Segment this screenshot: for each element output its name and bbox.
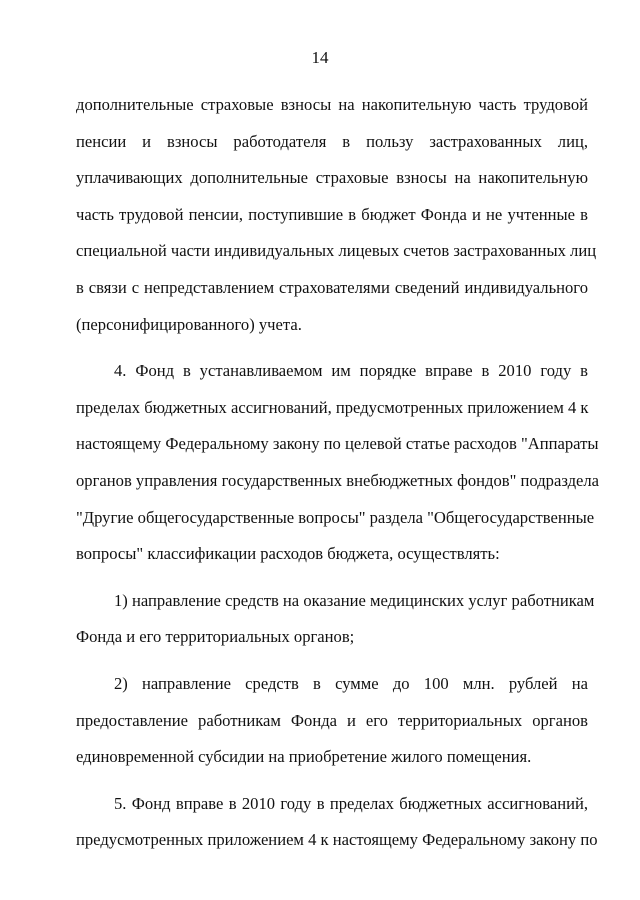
text-line: Фонда и его территориальных органов; (76, 627, 355, 647)
paragraph-5 (76, 786, 598, 859)
text-line: настоящему Федеральному закону по целевой статье расходов "Аппараты (76, 434, 599, 454)
text-line: 2) направление средств в сумме до 100 млн. рублей на (114, 673, 588, 693)
text-line: 5. Фонд вправе в 2010 году в пределах бюджетных ассигнований, (114, 793, 588, 813)
text-line: 1) направление средств на оказание медицинских услуг работникам (114, 590, 595, 610)
text-line: пределах бюджетных ассигнований, предусмотренных приложением 4 к (76, 397, 589, 417)
text-line: уплачивающих дополнительные страховые взносы на накопительную (76, 168, 588, 188)
text-line: предоставление работникам Фонда и его территориальных органов (76, 710, 588, 730)
text-line: специальной части индивидуальных лицевых счетов застрахованных лиц (76, 241, 597, 261)
text-line: "Другие общегосударственные вопросы" раздела "Общегосударственные (76, 507, 595, 527)
paragraph-4 (76, 666, 588, 776)
text-line: пенсии и взносы работодателя в пользу застрахованных лиц, (76, 131, 588, 151)
text-line: вопросы" классификации расходов бюджета, осуществлять: (76, 544, 500, 564)
text-line: единовременной субсидии на приобретение жилого помещения. (76, 747, 532, 767)
paragraph-2 (76, 353, 600, 573)
text-line: часть трудовой пенсии, поступившие в бюджет Фонда и не учтенные в (76, 204, 588, 224)
text-line: 4. Фонд в устанавливаемом им порядке вправе в 2010 году в (114, 361, 588, 381)
text-line: в связи с непредставлением страхователями сведений индивидуального (76, 277, 588, 297)
text-line: предусмотренных приложением 4 к настоящему Федеральному закону по (76, 830, 598, 850)
text-line: органов управления государственных внебюджетных фондов" подраздела (76, 470, 600, 490)
document-body (76, 87, 600, 859)
paragraph-1 (76, 87, 597, 343)
text-line: дополнительные страховые взносы на накопительную часть трудовой (76, 95, 588, 114)
text-line: (персонифицированного) учета. (76, 314, 302, 334)
page-number: 14 (311, 48, 329, 67)
paragraph-3 (76, 583, 595, 656)
